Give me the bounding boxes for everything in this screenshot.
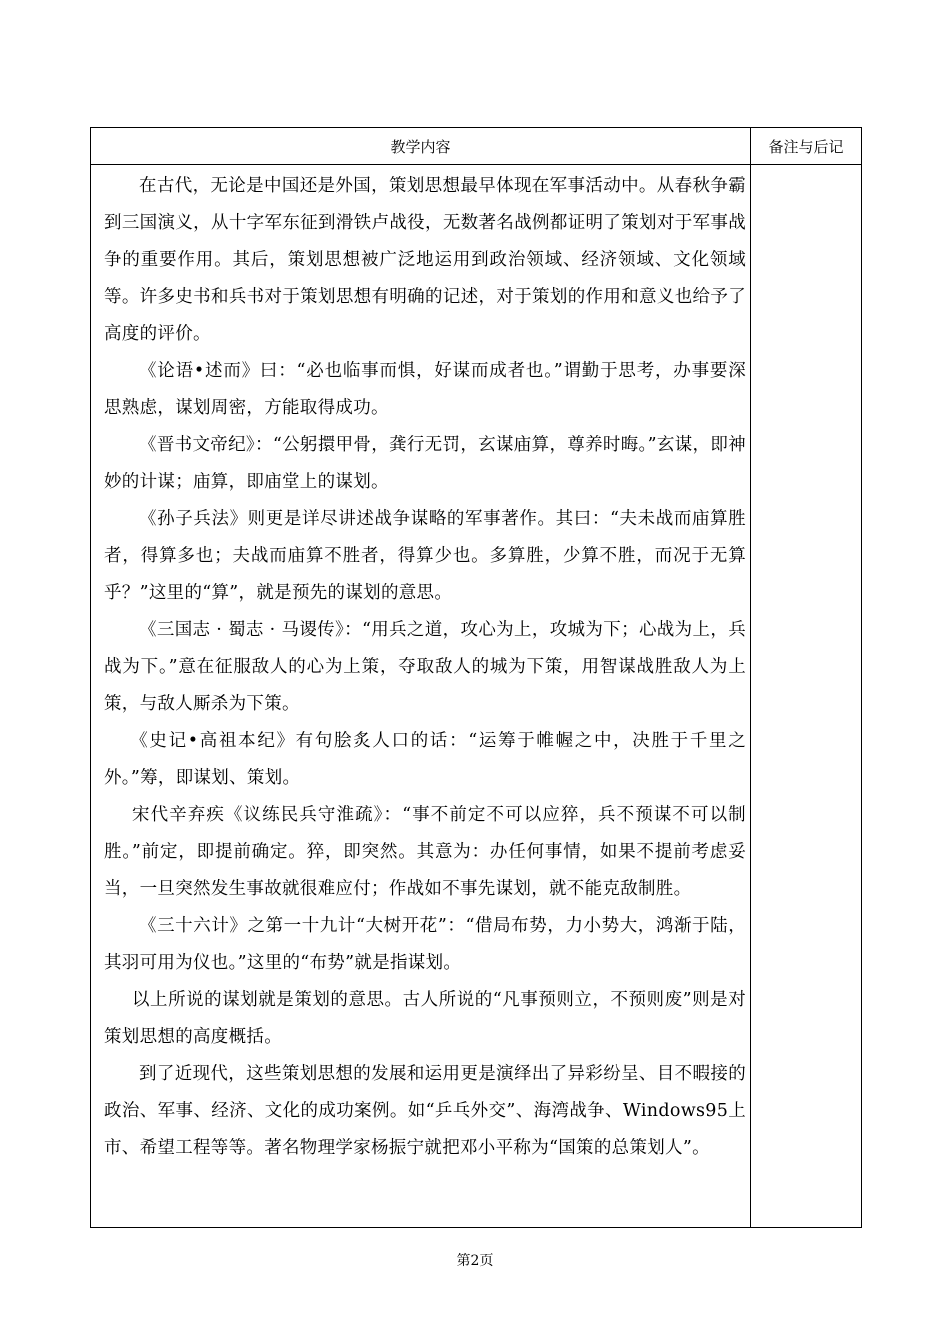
paragraph-sunzi: 《孙子兵法》则更是详尽讲述战争谋略的军事著作。其曰：“夫未战而庙算胜者，得算多也；夫战而庙算不胜者，得算少也。多算胜，少算不胜，而况于无算乎？”这里的“算”，就是预先的谋划的意思。: [104, 509, 746, 603]
lesson-table: [90, 127, 862, 1228]
page-number: 第2页: [456, 1253, 494, 1269]
paragraph-sanshiliuji: 《三十六计》之第一十九计“大树开花”：“借局布势，力小势大，鸿渐于陆，其羽可用为仪也。”这里的“布势”就是指谋划。: [104, 916, 746, 973]
paragraph-intro: 在古代，无论是中国还是外国，策划思想最早体现在军事活动中。从春秋争霸到三国演义，从十字军东征到滑铁卢战役，无数著名战例都证明了策划对于军事战争的重要作用。其后，策划思想被广泛地运用到政治领域、经济领域、文化领域等。许多史书和兵书对于策划思想有明确的记述，对于策划的作用和意义也给予了高度的评价。: [104, 176, 746, 344]
paragraph-summary: 以上所说的谋划就是策划的意思。古人所说的“凡事预则立，不预则废”则是对策划思想的高度概括。: [104, 990, 746, 1047]
table-header-row: [91, 128, 861, 165]
header-notes: 备注与后记: [768, 138, 844, 156]
column-divider: [750, 128, 751, 1227]
paragraph-modern: 到了近现代，这些策划思想的发展和运用更是演绎出了异彩纷呈、目不暇接的政治、军事、经济、文化的成功案例。如“乒乓外交”、海湾战争、Windows95上市、希望工程等等。著名物理学家杨振宁就把邓小平称为“国策的总策划人”。: [104, 1064, 746, 1158]
paragraph-shiji: 《史记•高祖本纪》有句脍炙人口的话：“运筹于帷幄之中，决胜于千里之外。”筹，即谋划、策划。: [104, 731, 746, 788]
paragraph-lunyu: 《论语•述而》曰：“必也临事而惧，好谋而成者也。”谓勤于思考，办事要深思熟虑，谋划周密，方能取得成功。: [104, 361, 746, 418]
paragraph-jinshu: 《晋书文帝纪》：“公躬擐甲骨，龚行无罚，玄谋庙算，尊养时晦。”玄谋，即神妙的计谋；庙算，即庙堂上的谋划。: [104, 435, 746, 492]
paragraph-xinqiji: 宋代辛弃疾《议练民兵守淮疏》：“事不前定不可以应猝，兵不预谋不可以制胜。”前定，即提前确定。猝，即突然。其意为：办任何事情，如果不提前考虑妥当，一旦突然发生事故就很难应付；作战如不事先谋划，就不能克敌制胜。: [104, 805, 746, 899]
paragraph-sanguozhi: 《三国志 · 蜀志 · 马谡传》：“用兵之道，攻心为上，攻城为下；心战为上，兵战为下。”意在征服敌人的心为上策，夺取敌人的城为下策，用智谋战胜敌人为上策，与敌人厮杀为下策。: [104, 620, 746, 714]
teaching-content-cell: [104, 168, 746, 1167]
header-teaching-content: 教学内容: [390, 138, 451, 156]
